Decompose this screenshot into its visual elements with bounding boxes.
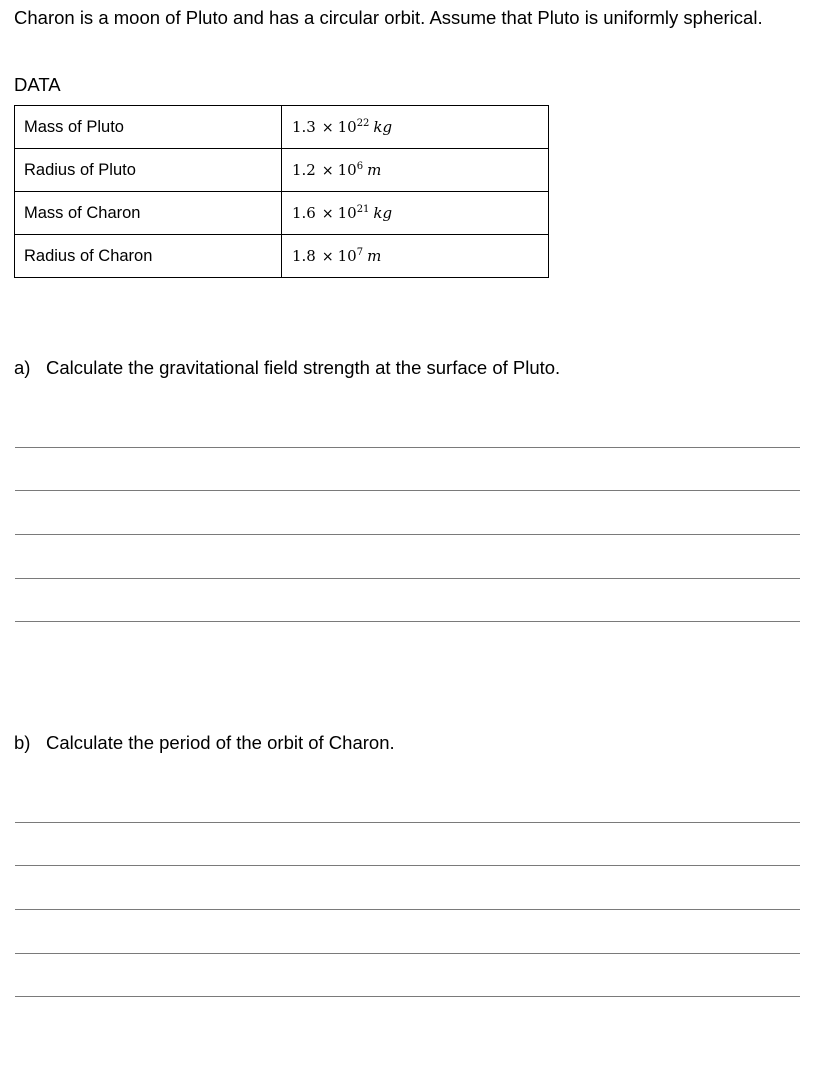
answer-line-a-1[interactable] bbox=[15, 447, 800, 448]
value-base: 10 bbox=[337, 118, 357, 136]
answer-line-a-5[interactable] bbox=[15, 621, 800, 622]
row-label: Radius of Charon bbox=[15, 235, 282, 278]
value-unit: kg bbox=[373, 118, 393, 136]
answer-line-a-4[interactable] bbox=[15, 578, 800, 579]
answer-line-a-3[interactable] bbox=[15, 534, 800, 535]
value-exponent: 21 bbox=[356, 204, 370, 215]
value-base: 10 bbox=[337, 247, 357, 265]
table-row bbox=[15, 106, 549, 149]
answer-line-b-4[interactable] bbox=[15, 953, 800, 954]
value-exponent: 7 bbox=[356, 247, 364, 258]
answer-line-b-1[interactable] bbox=[15, 822, 800, 823]
answer-line-b-2[interactable] bbox=[15, 865, 800, 866]
value-coefficient: 1.6 bbox=[292, 204, 316, 222]
row-label: Mass of Charon bbox=[15, 192, 282, 235]
row-value bbox=[282, 235, 549, 278]
table-row bbox=[15, 192, 549, 235]
times-sign: × bbox=[321, 249, 334, 265]
times-sign: × bbox=[321, 120, 334, 136]
times-sign: × bbox=[321, 206, 334, 222]
question-b-text: Calculate the period of the orbit of Charon. bbox=[46, 732, 395, 753]
value-coefficient: 1.8 bbox=[292, 247, 316, 265]
row-label: Mass of Pluto bbox=[15, 106, 282, 149]
value-exponent: 6 bbox=[356, 161, 364, 172]
value-unit: kg bbox=[373, 204, 393, 222]
data-table bbox=[14, 105, 549, 278]
value-exponent: 22 bbox=[356, 118, 370, 129]
value-coefficient: 1.2 bbox=[292, 161, 316, 179]
value-base: 10 bbox=[337, 204, 357, 222]
answer-line-a-2[interactable] bbox=[15, 490, 800, 491]
value-coefficient: 1.3 bbox=[292, 118, 316, 136]
row-label: Radius of Pluto bbox=[15, 149, 282, 192]
value-unit: m bbox=[367, 247, 382, 265]
table-row bbox=[15, 235, 549, 278]
question-a bbox=[14, 356, 560, 380]
row-value bbox=[282, 106, 549, 149]
question-a-letter: a) bbox=[14, 357, 31, 378]
answer-line-b-5[interactable] bbox=[15, 996, 800, 997]
table-row bbox=[15, 149, 549, 192]
value-unit: m bbox=[367, 161, 382, 179]
intro-text: Charon is a moon of Pluto and has a circular orbit. Assume that Pluto is uniformly spherical. bbox=[14, 7, 763, 28]
answer-line-b-3[interactable] bbox=[15, 909, 800, 910]
row-value bbox=[282, 192, 549, 235]
value-base: 10 bbox=[337, 161, 357, 179]
question-a-text: Calculate the gravitational field strength at the surface of Pluto. bbox=[46, 357, 561, 378]
data-heading: DATA bbox=[14, 74, 61, 95]
times-sign: × bbox=[321, 163, 334, 179]
row-value bbox=[282, 149, 549, 192]
question-b bbox=[14, 731, 395, 755]
question-b-letter: b) bbox=[14, 732, 31, 753]
